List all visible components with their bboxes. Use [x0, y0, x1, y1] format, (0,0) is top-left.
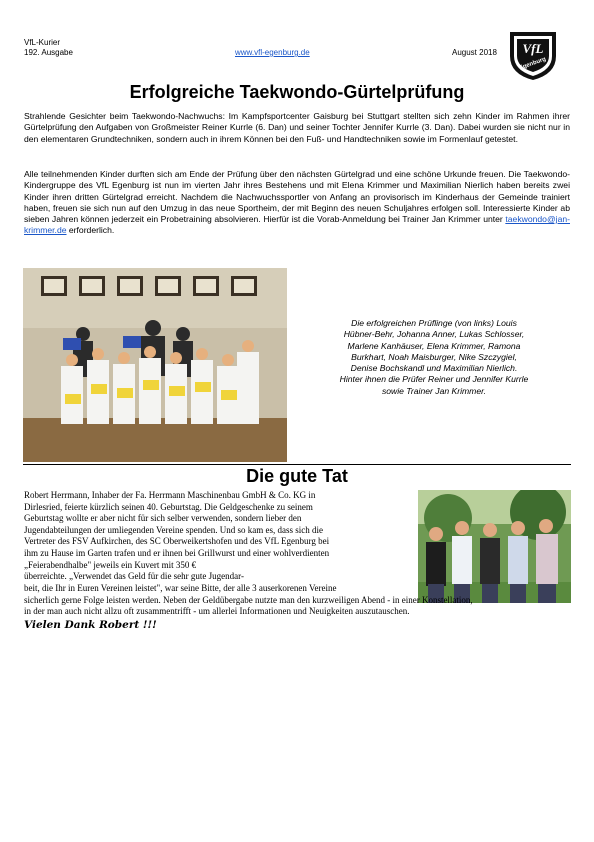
article-title-taekwondo: Erfolgreiche Taekwondo-Gürtelprüfung: [129, 82, 465, 102]
article-paragraph-2: Alle teilnehmenden Kinder durften sich am Ende der Prüfung über den nächsten Gürtelgrad und eine schöne Urkunde freuen. Die Taekwondo-Kindergruppe des VfL Egenburg ist nun im vierten Jahr ihres Bestehens und mit Elena Krimmer und Maximilian Nierlich haben bereits zwei Kinder ihren dritten Gürtelgrad erreicht. Nachdem die Nachwuchssportler von Anfang an provisorisch im Kinderhaus der Gemeinde trainiert haben, freuen sie sich nun auf den Umzug in das neue Sportheim, der mit Beginn des neuen Schuljahres erfolgen soll. Interessierte Kinder ab sieben Jahren können jederzeit ein Probetraining absolvieren. Hierfür ist die Vorab-Anmeldung bei Trainer Jan Krimmer unter taekwondo@jan-krimmer.de erforderlich.: [24, 169, 570, 236]
section-divider: [23, 464, 571, 465]
issue-date: August 2018: [452, 48, 497, 57]
article-title-gute-tat: Die gute Tat: [246, 466, 348, 486]
caption-line: Hinter ihnen die Prüfer Reiner und Jennifer Kurrle: [339, 374, 529, 385]
donation-article-text-wide: [24, 583, 570, 618]
svg-text:Egenburg: Egenburg: [518, 56, 547, 72]
closing-thanks: Vielen Dank Robert !!!: [24, 619, 157, 631]
body-line: ihm zu Hause im Garten trafen und er ihnen bei Grillwurst und einer wohlverdienten: [24, 547, 330, 558]
body-line: in der man auch nicht allzu oft zusammentrifft - um allerlei Informationen und Neuigkeiten auszutauschen.: [24, 606, 410, 617]
body-line: sicherlich gerne Folge leisten werden. Neben der Geldübergabe nutzte man den kurzweiligen Abend - in einer Konstellation,: [24, 594, 473, 605]
body-line: Robert Herrmann, Inhaber der Fa. Herrmann Maschinenbau GmbH & Co. KG in: [24, 490, 316, 500]
body-line: Jugendabteilungen der umliegenden Vereine spenden. Und so kam es, dass sich die: [24, 524, 324, 535]
caption-line: Marlene Kanhäuser, Elena Krimmer, Ramona: [347, 340, 521, 351]
taekwondo-group-photo: [23, 268, 287, 462]
caption-line: Denise Bochskandl und Maximilian Nierlich.: [350, 363, 518, 374]
body-line: beit, die Ihr in Euren Vereinen leistet", war seine Bitte, der alle 3 auserkorenen Vereine: [24, 583, 337, 593]
donation-article-text: [24, 490, 414, 583]
publication-name: VfL-Kurier: [24, 38, 61, 47]
body-line: überreichte. „Verwendet das Geld für die sehr gute Jugendar-: [24, 571, 244, 582]
photo-caption: [298, 318, 570, 397]
body-line: Vertreter des FSV Aufkirchen, des SC Oberweikertshofen und des VfL Egenburg bei: [24, 536, 330, 547]
email-link[interactable]: taekwondo@jan-krimmer.de: [24, 214, 570, 236]
body-line: Geburtstag wollte er aber nicht für sich selber verwenden, sondern lieber den: [24, 513, 302, 524]
club-logo: [506, 28, 560, 82]
caption-line: Burkhart, Noah Maisburger, Nike Szczygiel,: [351, 351, 517, 362]
svg-text:VfL: VfL: [522, 41, 544, 56]
caption-line: sowie Trainer Jan Krimmer.: [381, 385, 487, 396]
issue-number: 192. Ausgabe: [24, 48, 73, 57]
body-line: Dirlesried, feierte kürzlich seinen 40. Geburtstag. Die Geldgeschenke zu seinem: [24, 501, 313, 512]
body-line: „Feierabendhalbe" jeweils ein Kuvert mit 350 €: [24, 559, 197, 570]
article-paragraph-1: Strahlende Gesichter beim Taekwondo-Nachwuchs: Im Kampfsportcenter Gaisburg bei Stuttgart stellten sich zehn Kinder im Rahmen ihrer Gürtelprüfung den Aufgaben von Großmeister Reiner Kurrle (6. Dan) und seiner Tochter Jennifer Kurrle (3. Dan). Dabei wurden sie nicht nur in den elementaren Grundtechniken, sondern auch in ihrem Können bei den Fuß- und Handtechniken sowie im Formenlauf getestet.: [24, 111, 570, 144]
website-link[interactable]: www.vfl-egenburg.de: [235, 48, 310, 57]
caption-line: Hübner-Behr, Johanna Anner, Lukas Schlosser,: [343, 329, 525, 340]
caption-line: Die erfolgreichen Prüflinge (von links) Louis: [351, 318, 517, 328]
